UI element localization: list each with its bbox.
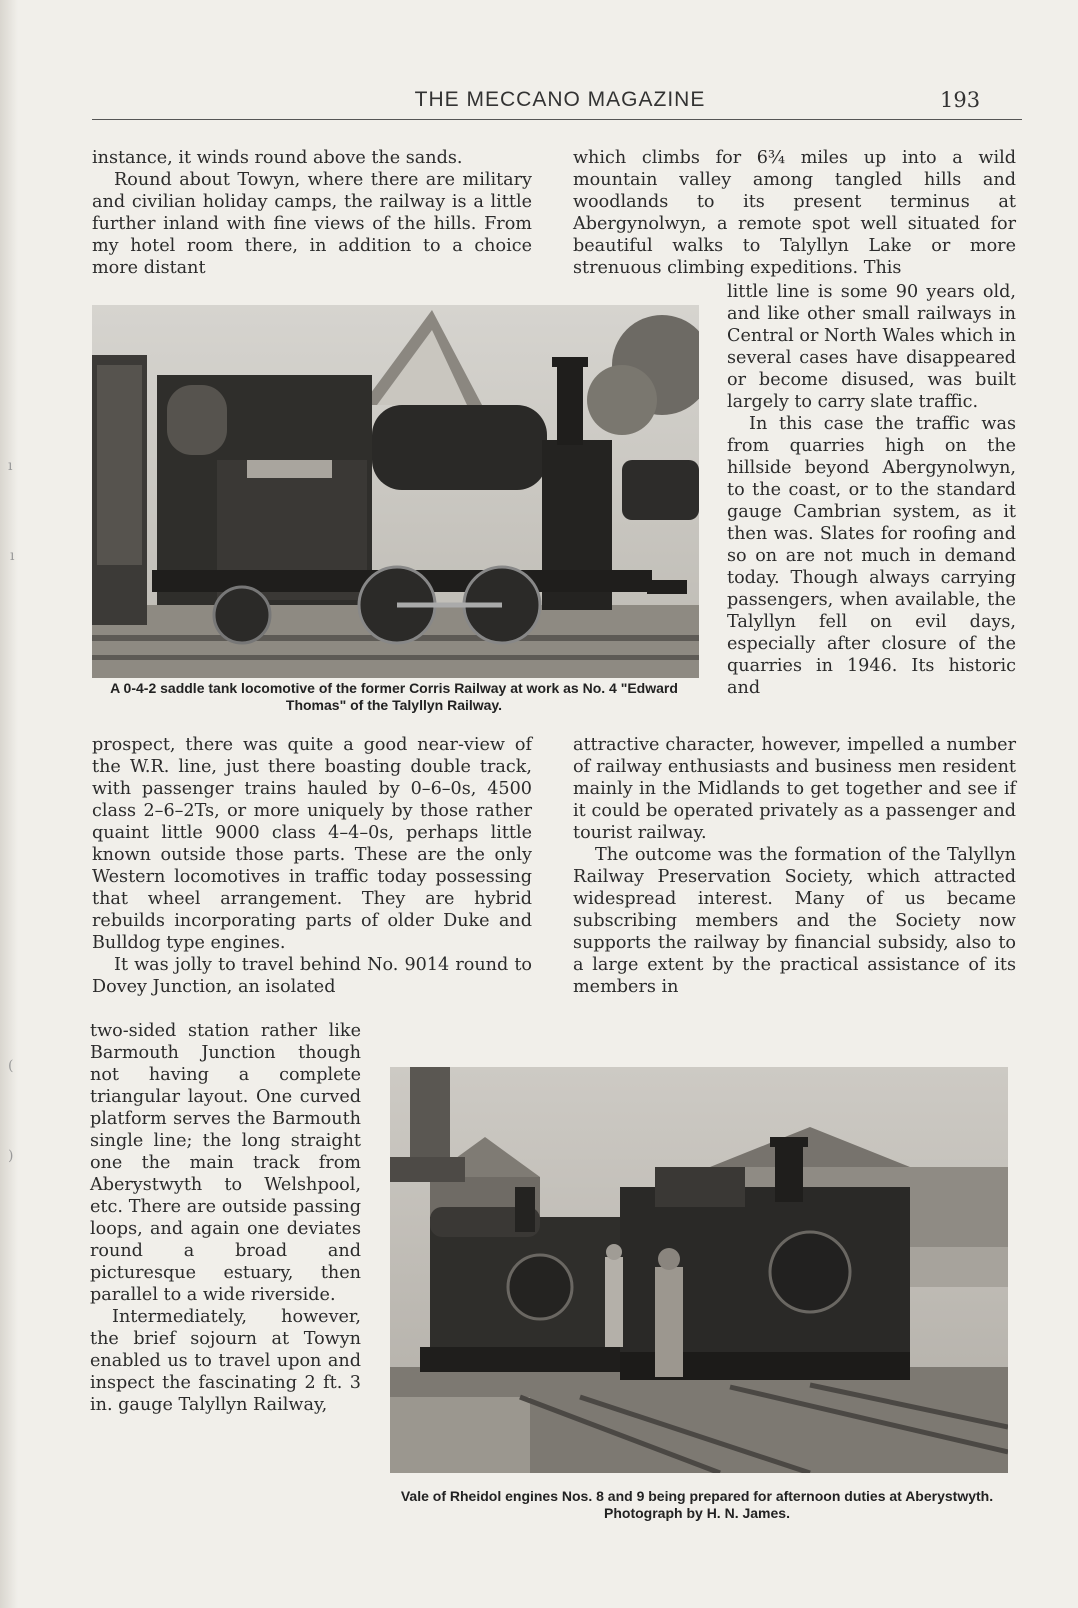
- paragraph: It was jolly to travel behind No. 9014 round to Dovey Junction, an isolated: [92, 955, 532, 997]
- locomotive-photo: [92, 305, 699, 678]
- paragraph: The outcome was the formation of the Talyllyn Railway Preservation Society, which attracted widespread interest. Many of us became subscribing members and the Society now supports the railway by financial subsidy, also to a large extent by the practical assistance of its members in: [573, 845, 1016, 997]
- paragraph: In this case the traffic was from quarries high on the hillside beyond Abergynolwyn, to the coast, or to the standard gauge Cambrian system, as it then was. Slates for roofing and so on are not much in demand today. Though always carrying passengers, when available, the Talyllyn fell on evil days, especially after closure of the quarries in 1946. Its historic and: [727, 414, 1016, 698]
- margin-mark: ı: [8, 458, 13, 474]
- right-column-top: [573, 147, 1016, 279]
- margin-mark: (: [8, 1058, 14, 1074]
- left-column-bottom: [90, 1020, 361, 1416]
- margin-mark: ): [8, 1148, 14, 1164]
- engines-photo: [390, 1067, 1008, 1473]
- figure-2-caption: Vale of Rheidol engines Nos. 8 and 9 being prepared for afternoon duties at Aberystwyth. Photograph by H. N. James.: [400, 1488, 994, 1521]
- right-column-beside-photo: [727, 281, 1016, 699]
- paragraph: Round about Towyn, where there are military and civilian holiday camps, the railway is a little further inland with fine views of the hills. From my hotel room there, in addition to a choice more distant: [92, 170, 532, 278]
- figure-1-caption: A 0-4-2 saddle tank locomotive of the former Corris Railway at work as No. 4 "Edward Thomas" of the Talyllyn Railway.: [110, 680, 678, 713]
- paragraph: Intermediately, however, the brief sojourn at Towyn enabled us to travel upon and inspect the fascinating 2 ft. 3 in. gauge Talyllyn Railway,: [90, 1307, 361, 1415]
- right-column-middle: [573, 734, 1016, 998]
- running-header-title: THE MECCANO MAGAZINE: [414, 88, 706, 111]
- margin-mark: ı: [10, 548, 15, 564]
- paragraph: prospect, there was quite a good near-view of the W.R. line, just there boasting double track, with passenger trains hauled by 0–6–0s, 4500 class 2–6–2Ts, or more uniquely by those rather quaint little 9000 class 4–4–0s, perhaps little known outside those parts. These are the only Western locomotives in traffic today possessing that wheel arrangement. They are hybrid rebuilds incorporating parts of older Duke and Bulldog type engines.: [92, 735, 532, 953]
- page-number: 193: [940, 88, 981, 112]
- left-column-middle: [92, 734, 532, 998]
- paragraph: little line is some 90 years old, and like other small railways in Central or North Wales which in several cases have disappeared or become disused, was built largely to carry slate traffic.: [727, 282, 1016, 412]
- page-edge-shadow: [0, 0, 18, 1608]
- header-rule: [92, 119, 1022, 120]
- paragraph: instance, it winds round above the sands.: [92, 148, 463, 168]
- left-column-top: [92, 147, 532, 279]
- paragraph: attractive character, however, impelled a number of railway enthusiasts and business men resident mainly in the Midlands to get together and see if it could be operated privately as a passenger and tourist railway.: [573, 735, 1016, 843]
- paragraph: which climbs for 6¾ miles up into a wild mountain valley among tangled hills and woodlands to its present terminus at Abergynolwyn, a remote spot well situated for beautiful walks to Talyllyn Lake or more strenuous climbing expeditions. This: [573, 148, 1016, 278]
- paragraph: two-sided station rather like Barmouth Junction though not having a complete triangular layout. One curved platform serves the Barmouth single line; the long straight one the main track from Aberystwyth to Welshpool, etc. There are outside passing loops, and again one deviates round a broad and picturesque estuary, then parallel to a wide riverside.: [90, 1021, 361, 1305]
